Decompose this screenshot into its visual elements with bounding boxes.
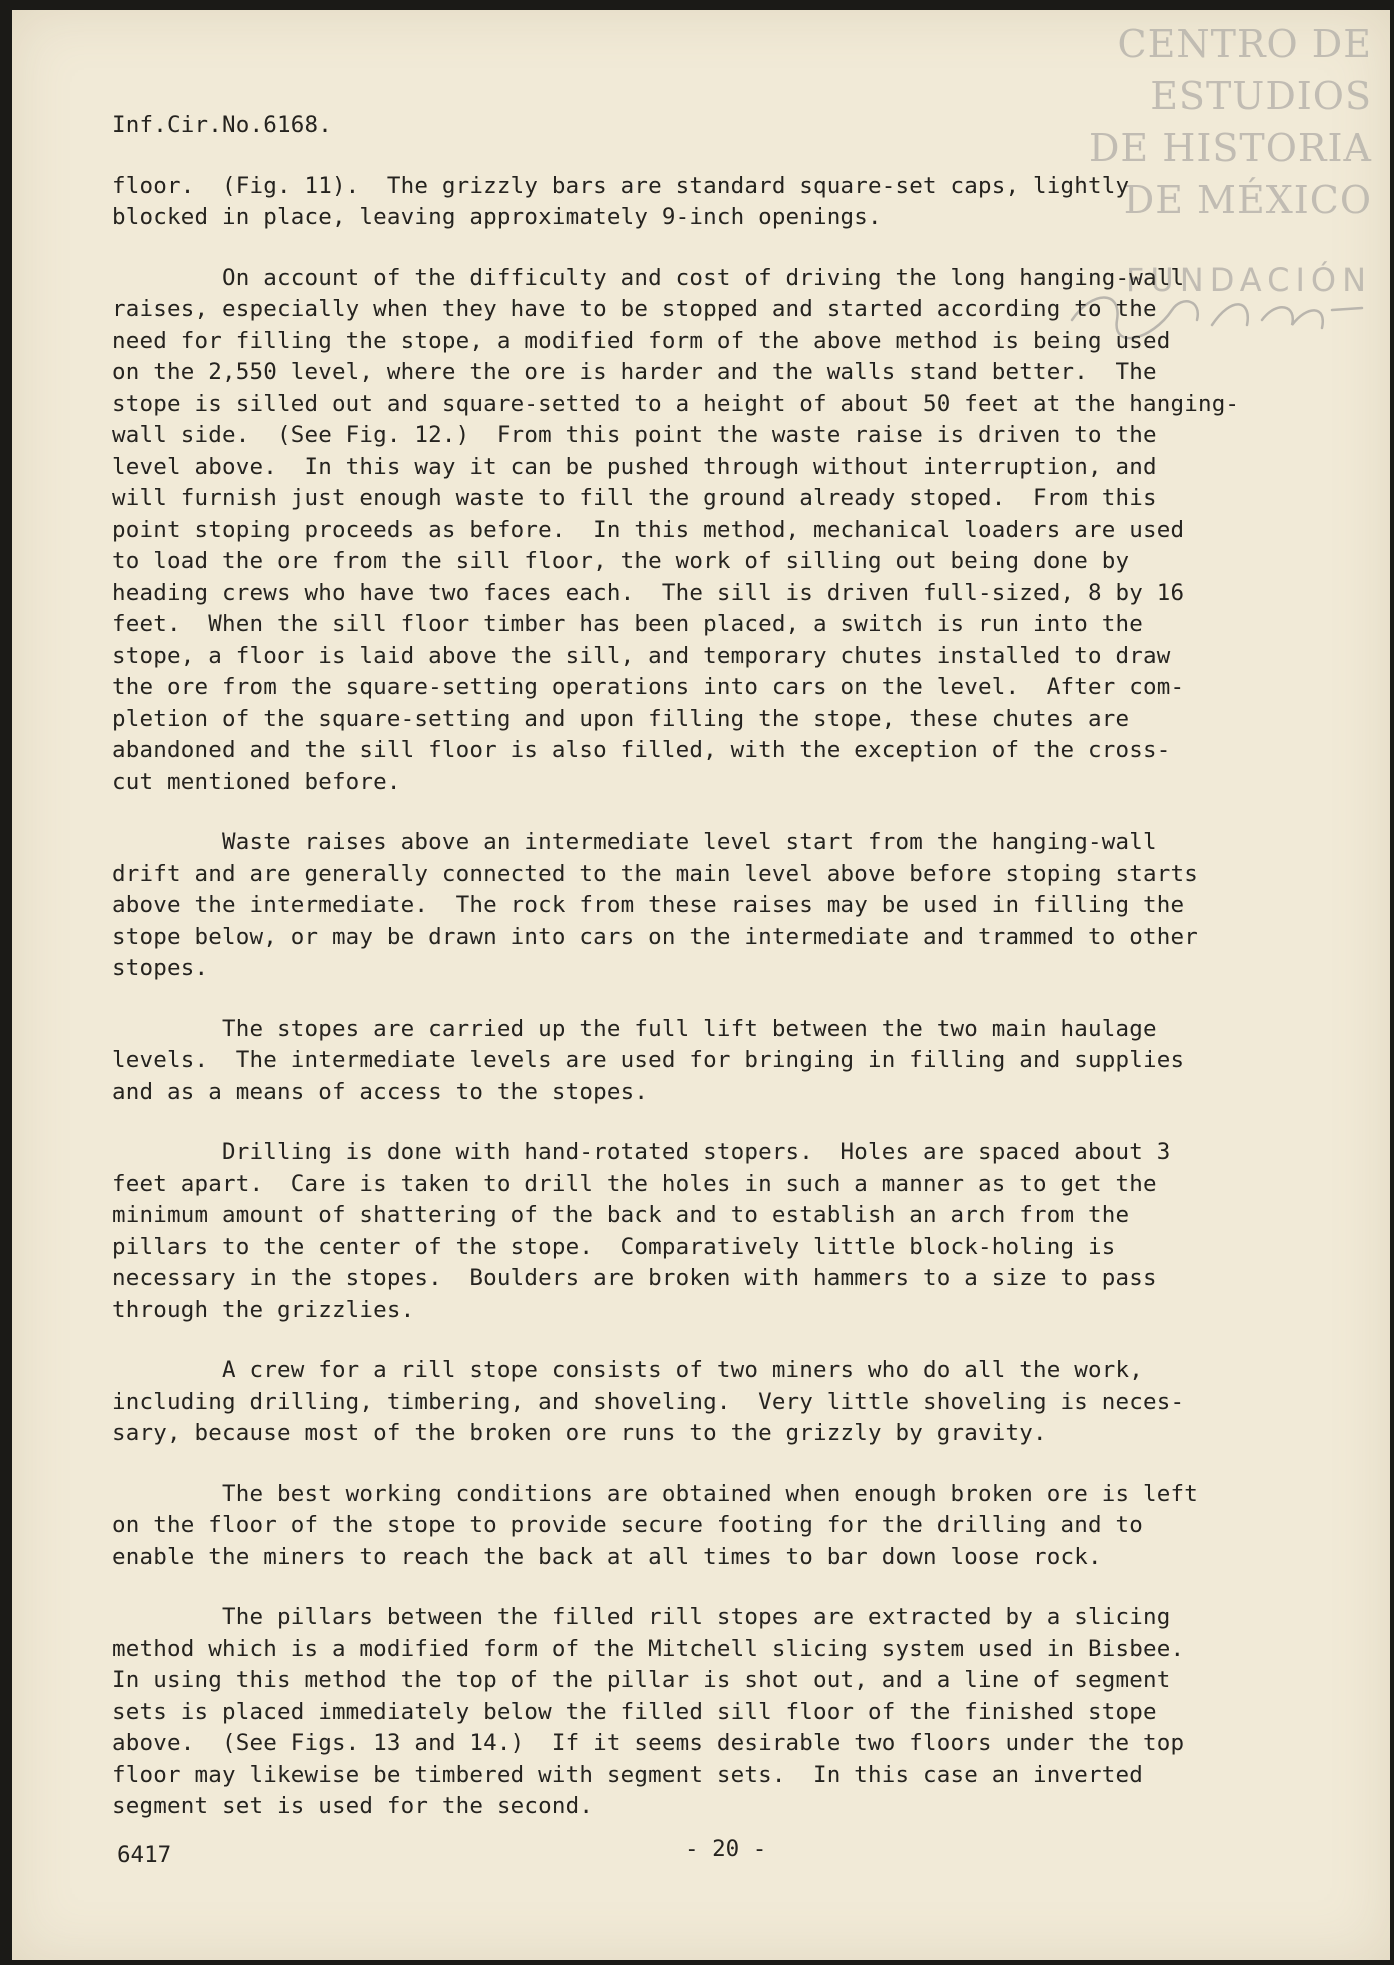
paragraph: The pillars between the filled rill stopes are extracted by a slicing method which is a modified form of the Mitchell slicing system used in Bisbee. In using this method the top of the pillar is shot out, and a line of segment sets is placed immediately below the filled sill floor of the finished stope above. (See Figs. 13 and 14.) If it seems desirable two floors under the top floor may likewise be timbered with segment sets. In this case an inverted segment set is used for the second. — [112, 1604, 1185, 1819]
watermark-line: DE HISTORIA — [1088, 126, 1372, 170]
paragraph: Drilling is done with hand-rotated stopers. Holes are spaced about 3 feet apart. Care is taken to drill the holes in such a manner as to get the minimum amount of shattering of the back and to establish an arch from the pillars to the center of the stope. Comparatively little block-holing is necessary in the stopes. Boulders are broken with hammers to a size to pass through the grizzlies. — [112, 1139, 1171, 1323]
paragraph: floor. (Fig. 11). The grizzly bars are standard square-set caps, lightly blocked in place, leaving approximately 9-inch openings. — [112, 172, 1130, 230]
paragraph: A crew for a rill stope consists of two miners who do all the work, including drilling, timbering, and shoveling. Very little shoveling is neces- sary, because most of the broken ore runs to the grizzly by gravity. — [112, 1357, 1185, 1446]
paragraph: On account of the difficulty and cost of driving the long hanging-wall raises, especially when they have to be stopped and started according to the need for filling the stope, a modified form of the above method is being used on the 2,550 level, where the ore is harder and the walls stand better. The stope is silled out and square-setted to a height of about 50 feet at the hanging- wall side. (See Fig. 12.) From this point the waste raise is driven to the level above. In this way it can be pushed through without interruption, and will furnish just enough waste to fill the ground already stoped. From this point stoping proceeds as before. In this method, mechanical loaders are used to load the ore from the sill floor, the work of silling out being done by heading crews who have two faces each. The sill is driven full-sized, 8 by 16 feet. When the sill floor timber has been placed, a switch is run into the stope, a floor is laid above the sill, and temporary chutes installed to draw the ore from the square-setting operations into cars on the level. After com- pletion of the square-setting and upon filling the stope, these chutes are abandoned and the sill floor is also filled, with the exception of the cross- cut mentioned before. — [112, 264, 1240, 795]
page-number: - 20 - — [685, 1836, 767, 1862]
watermark-line: CENTRO DE — [1117, 22, 1372, 66]
paragraph: The stopes are carried up the full lift between the two main haulage levels. The intermediate levels are used for bringing in filling and supplies and as a means of access to the stopes. — [112, 1015, 1185, 1105]
paragraph: The best working conditions are obtained when enough broken ore is left on the floor of the stope to provide secure footing for the drilling and to enable the miners to reach the back at all times to bar down loose rock. — [112, 1480, 1198, 1570]
paragraph: Waste raises above an intermediate level start from the hanging-wall drift and are generally connected to the main level above before stoping starts above the intermediate. The rock from these raises may be used in filling the stope below, or may be drawn into cars on the intermediate and trammed to other stopes. — [112, 829, 1198, 981]
watermark-line: ESTUDIOS — [1150, 74, 1372, 118]
document-header: Inf.Cir.No.6168. — [112, 112, 332, 138]
watermark-line: DE MÉXICO — [1123, 178, 1372, 222]
document-code: 6417 — [117, 1842, 172, 1868]
watermark-foundation: FUNDACIÓN — [1125, 261, 1372, 299]
document-page — [12, 10, 1390, 1960]
document-body — [112, 110, 1392, 1852]
